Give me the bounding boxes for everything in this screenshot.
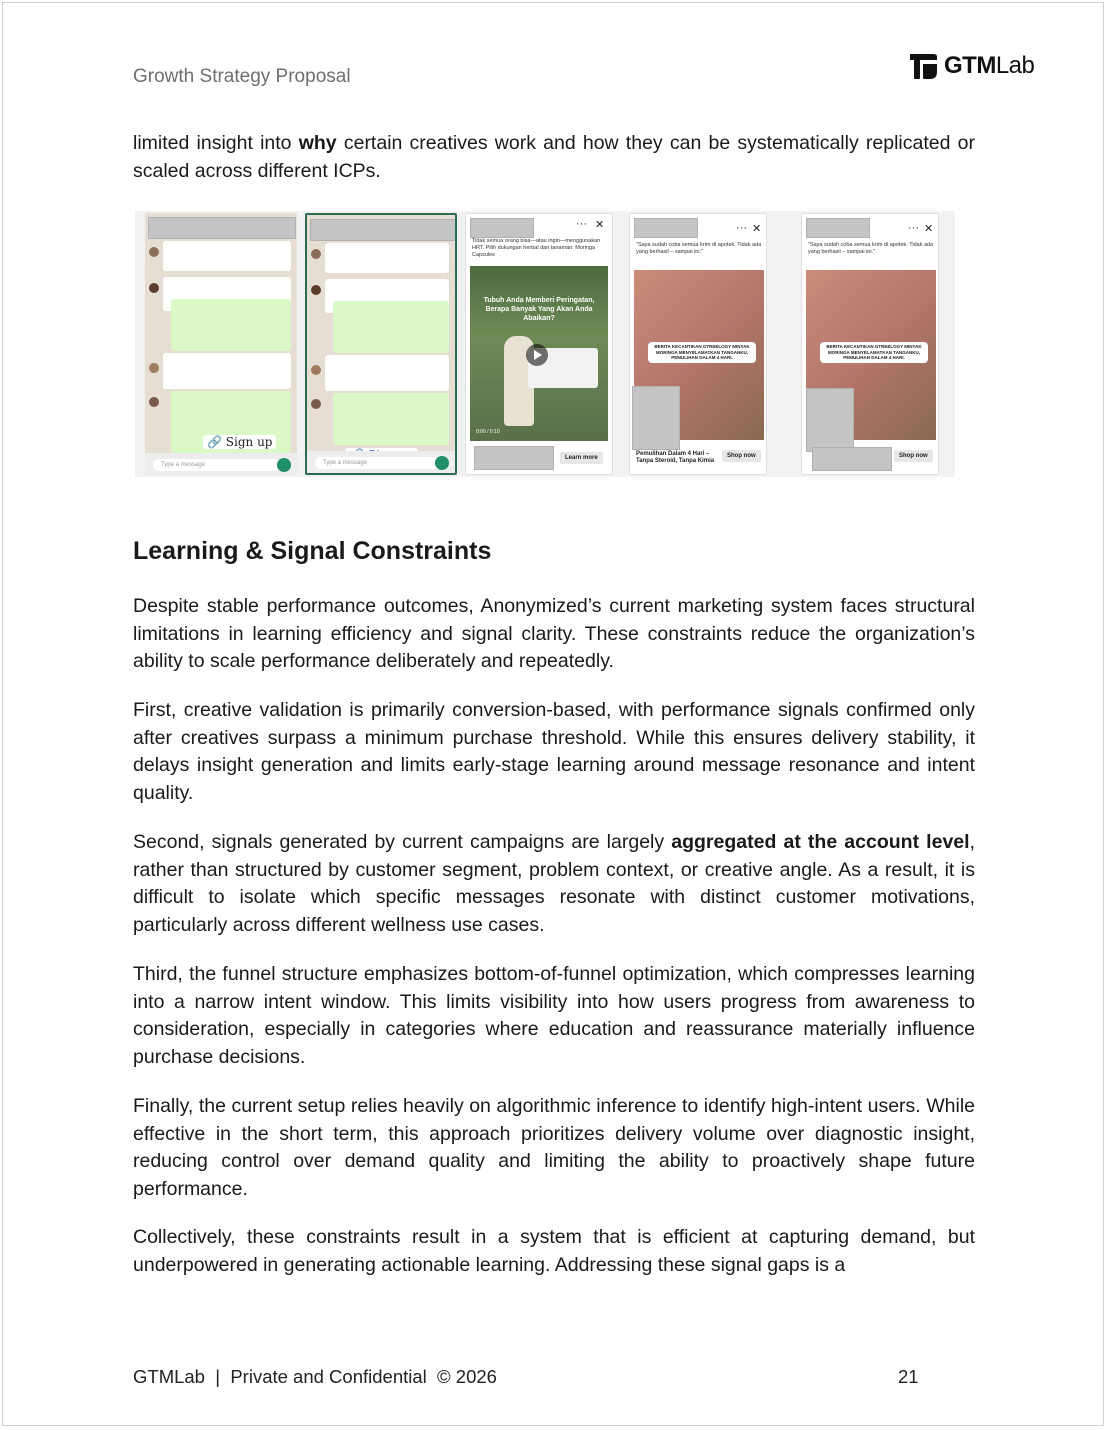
chat-screenshot-2	[305, 213, 457, 475]
redacted-block	[310, 219, 457, 241]
more-options-icon[interactable]: ···	[736, 222, 747, 234]
ad-quote-text: "Saya sudah coba semua krim di apotek. Tidak ada yang berhasil – sampai ini."	[808, 242, 934, 255]
section-heading: Learning & Signal Constraints	[133, 537, 492, 565]
redacted-block	[806, 388, 854, 452]
more-options-icon[interactable]: ···	[908, 222, 919, 234]
intro-paragraph: limited insight into why certain creatives work and how they can be systematically replicated or scaled across different ICPs.	[133, 132, 975, 182]
redacted-block	[470, 218, 534, 238]
video-ad-screenshot	[465, 213, 613, 475]
link-icon: 🔗	[207, 435, 222, 449]
more-options-icon[interactable]: ···	[576, 218, 587, 230]
chat-input-bar	[145, 453, 297, 475]
ad-caption: Pemulihan Dalam 4 Hari – Tanpa Steroid, Tanpa Kimia	[636, 451, 715, 464]
paragraph-6: Collectively, these constraints result in a system that is efficient at capturing demand, but underpowered in generating actionable learning. Addressing these signal gaps is a	[133, 1226, 975, 1276]
image-ad-screenshot-2	[801, 213, 939, 475]
video-ad-image	[470, 266, 608, 441]
gtmlab-logo-icon	[908, 52, 938, 80]
play-button[interactable]	[526, 344, 548, 366]
close-icon[interactable]: ✕	[924, 223, 934, 235]
video-time: 0:00 / 0:10	[476, 429, 500, 435]
image-ad-screenshot-1	[629, 213, 767, 475]
learn-more-button[interactable]: Learn more	[560, 452, 603, 464]
chat-input-bar	[307, 451, 455, 473]
chat-message-input[interactable]: Type a message	[315, 457, 443, 469]
redacted-block	[148, 217, 296, 239]
chat-screenshot-1	[145, 213, 297, 475]
redacted-block	[632, 386, 680, 450]
mic-icon[interactable]	[277, 458, 291, 472]
redacted-block	[474, 446, 554, 470]
mic-icon[interactable]	[435, 456, 449, 470]
shop-now-button[interactable]: Shop now	[894, 450, 933, 462]
redacted-block	[634, 218, 698, 238]
redacted-block	[812, 447, 892, 471]
video-overlay-headline: Tubuh Anda Memberi Peringatan, Berapa Banyak Yang Akan Anda Abaikan?	[483, 297, 595, 322]
redacted-block	[806, 218, 870, 238]
gtmlab-logo	[908, 52, 1034, 80]
sign-up-link[interactable]: 🔗 Sign up	[203, 435, 276, 449]
paragraph-4: Third, the funnel structure emphasizes bottom-of-funnel optimization, which compresses learning into a narrow intent window. This limits visibility into how users progress from awareness to consideration, especially in categories where education and reassurance materially influence purchase decisions.	[133, 963, 975, 1068]
close-icon[interactable]: ✕	[752, 223, 762, 235]
logo-wordmark: GTMLab	[944, 52, 1035, 79]
paragraph-1: Despite stable performance outcomes, Anonymized’s current marketing system faces structural limitations in learning efficiency and signal clarity. These constraints reduce the organization’s ability to scale performance deliberately and repeatedly.	[133, 595, 975, 672]
ad-body-text: Tidak semua orang bisa—atau ingin—menggunakan HRT. Pilih dukungan herbal dari tanaman: Moringa Capsules	[472, 238, 601, 258]
footer-text: GTMLab | Private and Confidential © 2026	[133, 1366, 497, 1387]
document-header-title: Growth Strategy Proposal	[133, 66, 351, 87]
creative-examples-strip	[135, 211, 955, 477]
ad-banner-text: BERITA KECANTIKAN GTREELOGY MINYAK MORINGA MENYELAMATKAN TANGANKU, PEMULIHAN DALAM 4 HARI.	[648, 342, 756, 363]
close-icon[interactable]: ✕	[595, 219, 605, 231]
page-number: 21	[898, 1366, 919, 1387]
chat-message-input[interactable]: Type a message	[153, 459, 281, 471]
ad-banner-text: BERITA KECANTIKAN GTREELOGY MINYAK MORINGA MENYELAMATKAN TANGANKU, PEMULIHAN DALAM 4 HARI.	[820, 342, 928, 363]
shop-now-button[interactable]: Shop now	[722, 450, 761, 462]
paragraph-2: First, creative validation is primarily conversion-based, with performance signals confirmed only after creatives surpass a minimum purchase threshold. While this ensures delivery stability, it delays insight generation and limits early-stage learning around message resonance and intent quality.	[133, 699, 975, 804]
paragraph-3: Second, signals generated by current campaigns are largely aggregated at the account level, rather than structured by customer segment, problem context, or creative angle. As a result, it is difficult to isolate which specific messages resonate with distinct customer motivations, particularly across different wellness use cases.	[133, 831, 975, 936]
ad-quote-text: "Saya sudah coba semua krim di apotek. Tidak ada yang berhasil – sampai ini."	[636, 242, 762, 255]
paragraph-5: Finally, the current setup relies heavily on algorithmic inference to identify high-intent users. While effective in the short term, this approach prioritizes delivery volume over diagnostic insight, reducing control over demand quality and limiting the ability to proactively shape future performance.	[133, 1095, 975, 1200]
